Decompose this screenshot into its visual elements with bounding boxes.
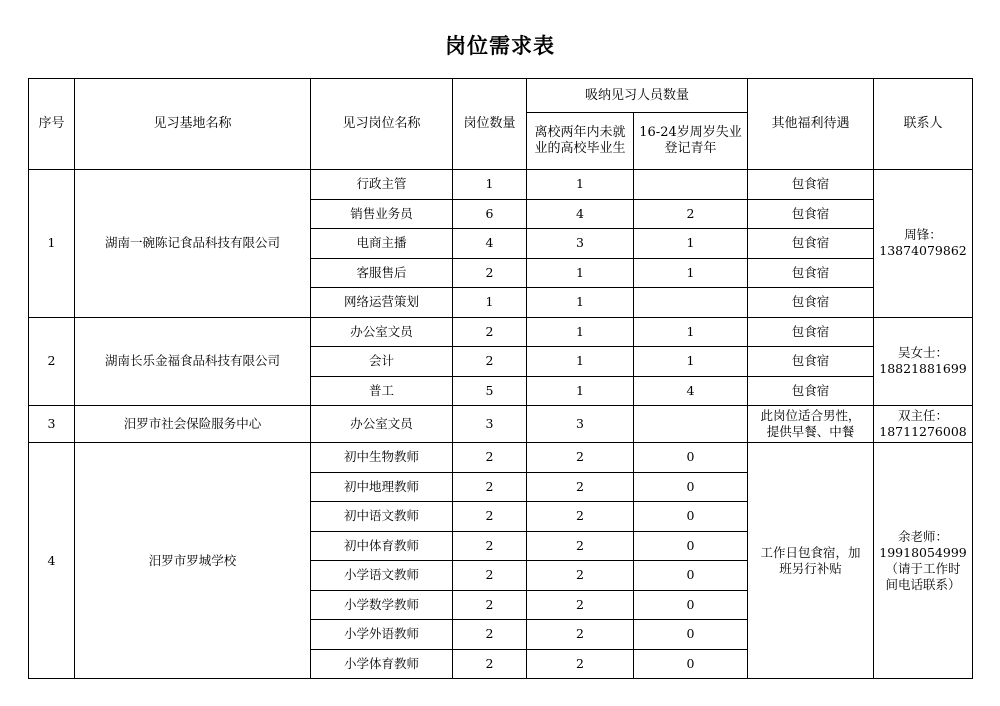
grads-count: 2: [527, 443, 634, 473]
post-name: 办公室文员: [311, 406, 453, 443]
post-name: 初中生物教师: [311, 443, 453, 473]
welfare: 包食宿: [748, 229, 874, 259]
welfare: 包食宿: [748, 317, 874, 347]
group-3-welfare: [748, 406, 874, 443]
youth-count: 0: [634, 561, 748, 591]
post-count: 5: [453, 376, 527, 406]
post-name: 行政主管: [311, 170, 453, 200]
post-name: 会计: [311, 347, 453, 377]
grads-count: 2: [527, 620, 634, 650]
contact-name: 吴女士：: [898, 345, 949, 361]
group-3-contact: [874, 406, 973, 443]
youth-count: 0: [634, 443, 748, 473]
group-3-name: 汨罗市社会保险服务中心: [75, 406, 311, 443]
post-count: 6: [453, 199, 527, 229]
grads-count: 4: [527, 199, 634, 229]
contact-phone: 19918054999: [879, 544, 967, 560]
post-name: 初中体育教师: [311, 531, 453, 561]
post-name: 销售业务员: [311, 199, 453, 229]
youth-count: 0: [634, 649, 748, 679]
header-grads: 离校两年内未就业的高校毕业生: [527, 113, 634, 170]
post-count: 1: [453, 288, 527, 318]
grads-count: 2: [527, 472, 634, 502]
group-1-seq: 1: [29, 170, 75, 318]
group-4-seq: 4: [29, 443, 75, 679]
header-base-name: 见习基地名称: [75, 79, 311, 170]
post-name: 小学体育教师: [311, 649, 453, 679]
post-name: 客服售后: [311, 258, 453, 288]
contact-name: 双主任：: [898, 408, 949, 423]
post-count: 1: [453, 170, 527, 200]
youth-count: [634, 170, 748, 200]
contact-note: 间电话联系）: [885, 576, 961, 592]
post-name: 初中语文教师: [311, 502, 453, 532]
welfare: 包食宿: [748, 258, 874, 288]
youth-count: 1: [634, 258, 748, 288]
grads-count: 1: [527, 288, 634, 318]
header-post-count: 岗位数量: [453, 79, 527, 170]
youth-count: 0: [634, 590, 748, 620]
post-count: 4: [453, 229, 527, 259]
post-count: 2: [453, 502, 527, 532]
post-count: 2: [453, 317, 527, 347]
welfare-line: 此岗位适合男性，: [760, 408, 861, 423]
header-absorb: 吸纳见习人员数量: [527, 79, 748, 113]
youth-count: 2: [634, 199, 748, 229]
welfare: 包食宿: [748, 288, 874, 318]
contact-note: （请于工作时: [885, 560, 961, 576]
post-name: 初中地理教师: [311, 472, 453, 502]
grads-count: 1: [527, 376, 634, 406]
post-count: 2: [453, 531, 527, 561]
contact-phone: 13874079862: [879, 243, 967, 259]
youth-count: 1: [634, 229, 748, 259]
group-1-contact: [874, 170, 973, 318]
post-count: 2: [453, 561, 527, 591]
group-1-name: 湖南一碗陈记食品科技有限公司: [75, 170, 311, 318]
post-count: 2: [453, 649, 527, 679]
group-4-name: 汨罗市罗城学校: [75, 443, 311, 679]
header-post-name: 见习岗位名称: [311, 79, 453, 170]
grads-count: 3: [527, 229, 634, 259]
post-name: 办公室文员: [311, 317, 453, 347]
welfare: 包食宿: [748, 199, 874, 229]
post-name: 小学语文教师: [311, 561, 453, 591]
group-4-contact: [874, 443, 973, 679]
welfare-line: 提供早餐、中餐: [766, 424, 855, 439]
youth-count: 0: [634, 502, 748, 532]
post-count: 2: [453, 590, 527, 620]
welfare-line: 工作日包食宿，加: [760, 544, 861, 560]
post-count: 2: [453, 347, 527, 377]
grads-count: 1: [527, 258, 634, 288]
post-count: 2: [453, 258, 527, 288]
page-title: 岗位需求表: [445, 34, 555, 58]
contact-name: 周锋：: [904, 227, 942, 243]
youth-count: [634, 406, 748, 443]
contact-phone: 18711276008: [879, 424, 967, 439]
contact-phone: 18821881699: [879, 361, 967, 377]
group-2-seq: 2: [29, 317, 75, 406]
grads-count: 1: [527, 170, 634, 200]
group-4-welfare: [748, 443, 874, 679]
youth-count: 0: [634, 531, 748, 561]
welfare: 包食宿: [748, 347, 874, 377]
youth-count: [634, 288, 748, 318]
youth-count: 4: [634, 376, 748, 406]
post-count: 2: [453, 620, 527, 650]
header-contact: 联系人: [874, 79, 973, 170]
youth-count: 0: [634, 620, 748, 650]
grads-count: 3: [527, 406, 634, 443]
post-count: 2: [453, 472, 527, 502]
grads-count: 2: [527, 502, 634, 532]
post-name: 电商主播: [311, 229, 453, 259]
group-2-contact: [874, 317, 973, 406]
group-2-name: 湖南长乐金福食品科技有限公司: [75, 317, 311, 406]
grads-count: 2: [527, 590, 634, 620]
youth-count: 1: [634, 347, 748, 377]
group-3-seq: 3: [29, 406, 75, 443]
youth-count: 1: [634, 317, 748, 347]
post-name: 小学数学教师: [311, 590, 453, 620]
header-welfare: 其他福利待遇: [748, 79, 874, 170]
post-count: 2: [453, 443, 527, 473]
grads-count: 2: [527, 649, 634, 679]
youth-count: 0: [634, 472, 748, 502]
job-demand-table: [28, 78, 973, 679]
grads-count: 1: [527, 317, 634, 347]
grads-count: 2: [527, 561, 634, 591]
welfare: 包食宿: [748, 170, 874, 200]
post-name: 网络运营策划: [311, 288, 453, 318]
welfare-line: 班另行补贴: [779, 560, 842, 576]
grads-count: 1: [527, 347, 634, 377]
welfare: 包食宿: [748, 376, 874, 406]
post-name: 小学外语教师: [311, 620, 453, 650]
post-name: 普工: [311, 376, 453, 406]
contact-name: 余老师：: [898, 528, 949, 544]
grads-count: 2: [527, 531, 634, 561]
header-youth: 16-24岁周岁失业登记青年: [634, 113, 748, 170]
header-seq: 序号: [29, 79, 75, 170]
post-count: 3: [453, 406, 527, 443]
